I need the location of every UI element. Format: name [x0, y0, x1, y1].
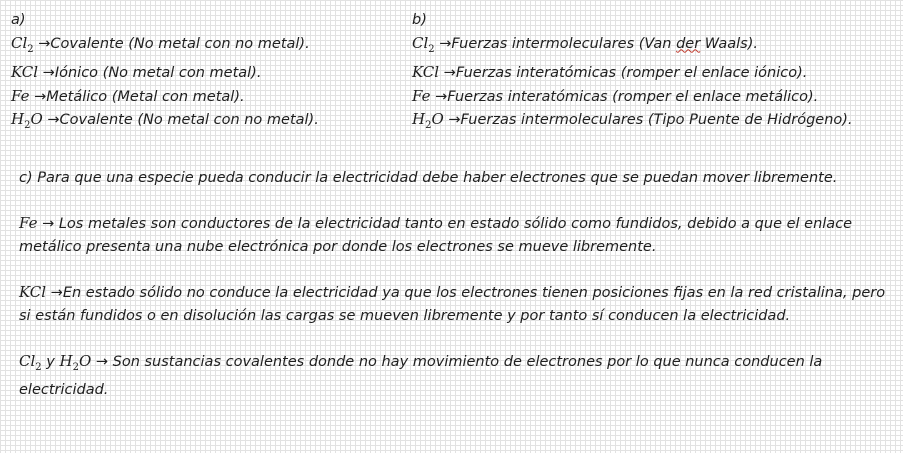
force-row-kcl: KCl →Fuerzas interatómicas (romper el enlace iónico). — [412, 63, 808, 81]
bond-row-text: →Covalente (No metal con no metal). — [42, 112, 319, 128]
formula-h2o: $H_2O$ — [59, 352, 92, 373]
bond-row-text: →Covalente (No metal con no metal). — [33, 35, 310, 52]
bond-row-cl2 — [11, 32, 391, 62]
section-c — [19, 167, 889, 424]
force-row-cl2: $Cl_2$ →Fuerzas intermoleculares (Van der Waals). — [412, 33, 758, 55]
section-a — [11, 9, 391, 138]
formula-kcl: KCl — [11, 63, 39, 81]
section-b-label: b) — [412, 12, 427, 28]
formula-fe: Fe — [19, 214, 38, 232]
force-row-fe: Fe →Fuerzas interatómicas (romper el enlace metálico). — [412, 86, 819, 105]
formula-cl2: $Cl_2$ — [11, 33, 34, 55]
bond-row-fe — [11, 85, 391, 109]
formula-fe: Fe — [11, 86, 30, 105]
conductivity-fe: Fe → Los metales son conductores de la electricidad tanto en estado sólido como fundidos, debido a que el enlace metálico presenta una nube electrónica por donde los electrones se mueve libremente. — [19, 214, 853, 255]
spellcheck-word: der — [676, 35, 701, 52]
formula-kcl: KCl — [412, 63, 440, 81]
conductivity-covalent: $Cl_2$ y $H_2O$ → Son sustancias covalentes donde no hay movimiento de electrones por lo que nunca conducen la electricidad. — [19, 352, 823, 398]
bond-row-text: →Iónico (No metal con metal). — [38, 65, 262, 81]
force-row-h2o: $H_2O$ →Fuerzas intermoleculares (Tipo Puente de Hidrógeno). — [412, 110, 853, 131]
formula-kcl: KCl — [19, 283, 47, 301]
formula-cl2: $Cl_2$ — [412, 33, 435, 55]
bond-row-kcl — [11, 61, 391, 85]
bond-row-text: →Metálico (Metal con metal). — [29, 88, 245, 105]
formula-h2o: $H_2O$ — [11, 110, 43, 131]
conductivity-intro: c) Para que una especie pueda conducir la electricidad debe haber electrones que se puedan mover libremente. — [19, 170, 838, 186]
section-a-label: a) — [11, 12, 26, 28]
formula-cl2: $Cl_2$ — [19, 352, 42, 373]
section-b — [412, 9, 892, 138]
bond-row-h2o — [11, 108, 391, 138]
conductivity-kcl: KCl →En estado sólido no conduce la electricidad ya que los electrones tienen posiciones fijas en la red cristalina, pero si están fundidos o en disolución las cargas se mueven libremente y por tanto sí conducen la electricidad. — [19, 283, 886, 324]
formula-h2o: $H_2O$ — [412, 110, 444, 131]
formula-fe: Fe — [412, 86, 431, 105]
